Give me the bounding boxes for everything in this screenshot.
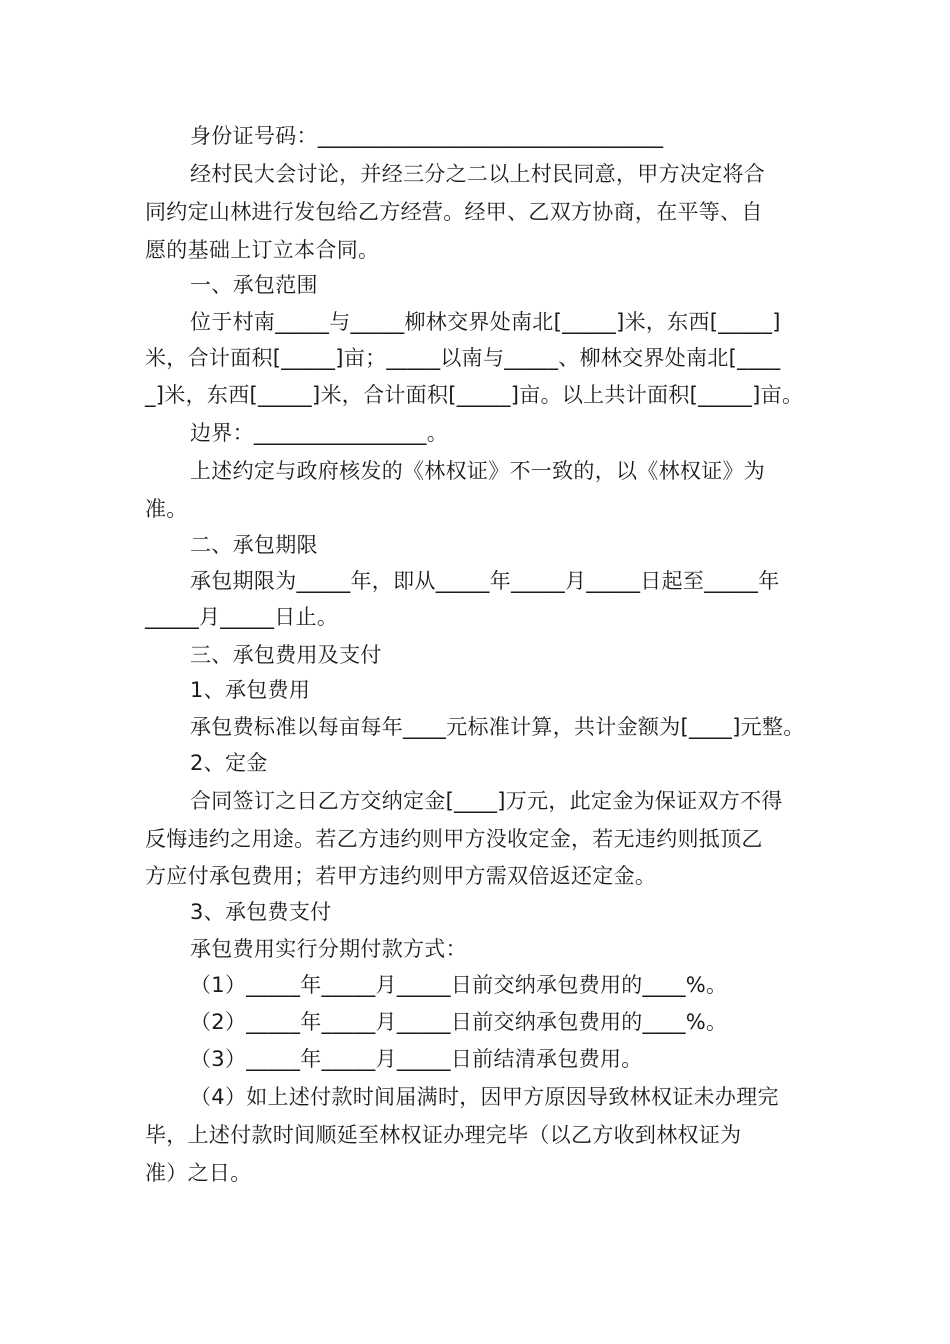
paragraph-line: 准。 xyxy=(145,497,188,521)
paragraph-line: 毕，上述付款时间顺延至林权证办理完毕（以乙方收到林权证为 xyxy=(145,1123,742,1147)
section-heading-term: 二、承包期限 xyxy=(190,533,318,557)
paragraph-line: 方应付承包费用；若甲方违约则甲方需双倍返还定金。 xyxy=(145,864,657,888)
paragraph-line: _]米，东西[_____]米，合计面积[_____]亩。以上共计面积[_____]亩。 xyxy=(145,383,804,407)
boundary-line: 边界：________________。 xyxy=(190,421,448,445)
paragraph-line: 经村民大会讨论，并经三分之二以上村民同意，甲方决定将合 xyxy=(190,162,766,186)
paragraph-line: 反悔违约之用途。若乙方违约则甲方没收定金，若无违约则抵顶乙 xyxy=(145,827,763,851)
paragraph-line: 合同签订之日乙方交纳定金[____]万元，此定金为保证双方不得 xyxy=(190,789,783,813)
paragraph-line: 承包费标准以每亩每年____元标准计算，共计金额为[____]元整。 xyxy=(190,715,805,739)
paragraph-line: 上述约定与政府核发的《林权证》不一致的，以《林权证》为 xyxy=(190,459,766,483)
paragraph-line: 承包期限为_____年，即从_____年_____月_____日起至_____年 xyxy=(190,569,780,593)
subsection-heading: 1、承包费用 xyxy=(190,678,311,702)
paragraph-line: 承包费用实行分期付款方式： xyxy=(190,937,467,961)
section-heading-fees: 三、承包费用及支付 xyxy=(190,643,382,667)
subsection-heading: 2、定金 xyxy=(190,751,268,775)
id-number-line: 身份证号码：________________________________ xyxy=(190,124,664,148)
list-item: （3）_____年_____月_____日前结清承包费用。 xyxy=(190,1047,643,1071)
section-heading-scope: 一、承包范围 xyxy=(190,273,318,297)
list-item: （1）_____年_____月_____日前交纳承包费用的____%。 xyxy=(190,973,728,997)
paragraph-line: 愿的基础上订立本合同。 xyxy=(145,238,380,262)
paragraph-line: 同约定山林进行发包给乙方经营。经甲、乙双方协商，在平等、自 xyxy=(145,200,763,224)
paragraph-line: 米，合计面积[_____]亩；_____以南与_____、柳林交界处南北[____ xyxy=(145,346,781,370)
list-item: （4）如上述付款时间届满时，因甲方原因导致林权证未办理完 xyxy=(190,1085,779,1109)
paragraph-line: 准）之日。 xyxy=(145,1161,252,1185)
list-item: （2）_____年_____月_____日前交纳承包费用的____%。 xyxy=(190,1010,728,1034)
subsection-heading: 3、承包费支付 xyxy=(190,900,332,924)
paragraph-line: 位于村南_____与_____柳林交界处南北[_____]米，东西[_____] xyxy=(190,310,781,334)
paragraph-line: _____月_____日止。 xyxy=(145,605,339,629)
